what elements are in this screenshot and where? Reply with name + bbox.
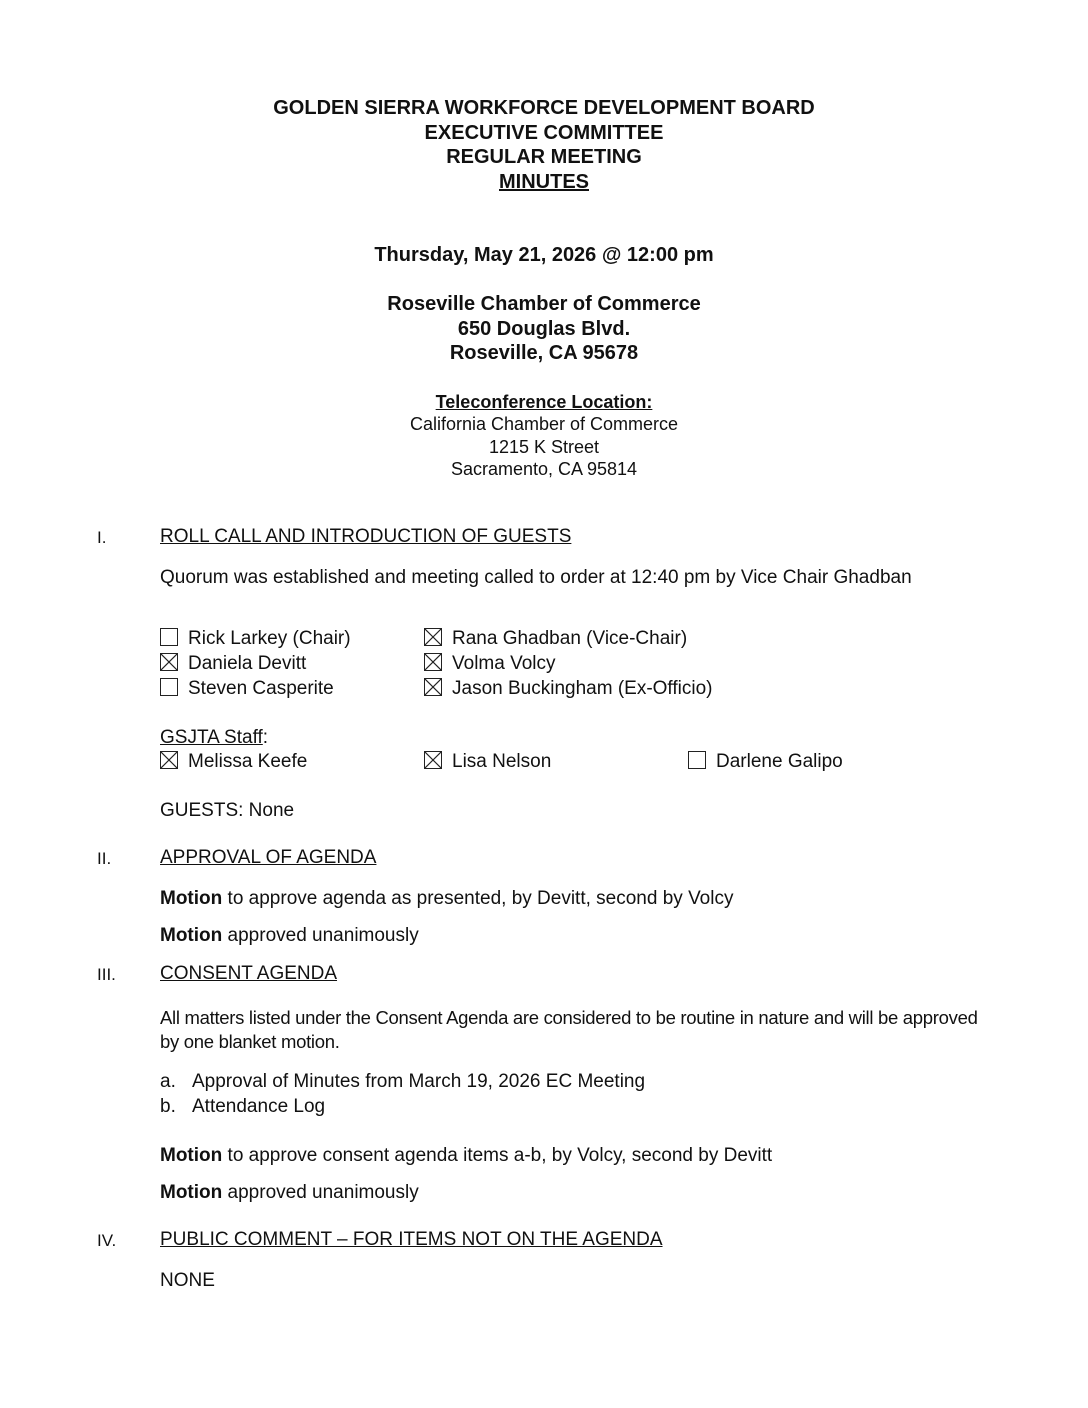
staff-name: Darlene Galipo xyxy=(716,751,843,772)
motion-label: Motion xyxy=(160,1182,223,1203)
staff-label-colon: : xyxy=(262,727,269,748)
list-item-text: Approval of Minutes from March 19, 2026 EC Meeting xyxy=(192,1071,646,1092)
list-item-text: Attendance Log xyxy=(192,1096,326,1117)
teleconference-label: Teleconference Location: xyxy=(435,392,653,412)
motion-label: Motion xyxy=(160,1145,223,1166)
unchecked-box-icon[interactable] xyxy=(160,628,178,646)
staff-label: GSJTA Staff xyxy=(160,727,263,748)
quorum-statement: Quorum was established and meeting called to order at 12:40 pm by Vice Chair Ghadban xyxy=(160,567,912,588)
motion-label: Motion xyxy=(160,888,223,909)
location-line3: Roseville, CA 95678 xyxy=(449,342,639,364)
unchecked-box-icon[interactable] xyxy=(688,751,706,769)
section-number: IV. xyxy=(97,1231,117,1250)
location-line2: 650 Douglas Blvd. xyxy=(457,318,631,340)
staff-name: Lisa Nelson xyxy=(452,751,552,772)
motion-result-line xyxy=(160,925,419,947)
section-title-approval-of-agenda: APPROVAL OF AGENDA xyxy=(160,847,377,868)
member-name: Steven Casperite xyxy=(188,678,334,699)
section-title-public-comment: PUBLIC COMMENT – FOR ITEMS NOT ON THE AGENDA xyxy=(160,1229,663,1250)
teleconference-line3: Sacramento, CA 95814 xyxy=(450,459,638,479)
teleconference-line1: California Chamber of Commerce xyxy=(409,414,679,434)
member-checkbox-row xyxy=(424,653,556,675)
staff-heading xyxy=(160,727,268,749)
section-number: II. xyxy=(97,849,112,868)
motion-line xyxy=(160,1145,772,1167)
motion-text: to approve agenda as presented, by Devitt, second by Volcy xyxy=(222,888,734,909)
checked-box-icon[interactable] xyxy=(424,628,442,646)
doc-title-line4: MINUTES xyxy=(499,171,589,193)
member-checkbox-row xyxy=(424,628,687,650)
list-item-letter: a. xyxy=(160,1071,176,1092)
motion-line xyxy=(160,888,733,910)
teleconference-line2: 1215 K Street xyxy=(488,437,600,457)
motion-label: Motion xyxy=(160,925,223,946)
member-name: Daniela Devitt xyxy=(188,653,307,674)
motion-result-text: approved unanimously xyxy=(222,1182,419,1203)
member-checkbox-row xyxy=(160,628,351,650)
checked-box-icon[interactable] xyxy=(424,653,442,671)
member-checkbox-row xyxy=(160,678,334,700)
doc-title-line3: REGULAR MEETING xyxy=(446,146,642,168)
consent-agenda-description: All matters listed under the Consent Agenda are considered to be routine in nature and will be approved by one blanket motion. xyxy=(160,1007,978,1052)
meeting-datetime: Thursday, May 21, 2026 @ 12:00 pm xyxy=(374,244,714,266)
guests-line: GUESTS: None xyxy=(160,800,295,821)
checked-box-icon[interactable] xyxy=(160,751,178,769)
member-name: Rana Ghadban (Vice-Chair) xyxy=(452,628,688,649)
list-item-letter: b. xyxy=(160,1096,176,1117)
unchecked-box-icon[interactable] xyxy=(160,678,178,696)
location-line1: Roseville Chamber of Commerce xyxy=(387,293,701,315)
checked-box-icon[interactable] xyxy=(160,653,178,671)
motion-result-text: approved unanimously xyxy=(222,925,419,946)
doc-title-line1: GOLDEN SIERRA WORKFORCE DEVELOPMENT BOARD xyxy=(273,97,815,119)
checked-box-icon[interactable] xyxy=(424,751,442,769)
section-title-roll-call: ROLL CALL AND INTRODUCTION OF GUESTS xyxy=(160,526,572,547)
section-number: I. xyxy=(97,528,107,547)
checked-box-icon[interactable] xyxy=(424,678,442,696)
member-checkbox-row xyxy=(160,653,306,675)
staff-checkbox-row xyxy=(688,751,843,773)
section-title-consent-agenda: CONSENT AGENDA xyxy=(160,963,338,984)
member-checkbox-row xyxy=(424,678,712,700)
staff-name: Melissa Keefe xyxy=(188,751,308,772)
section-number: III. xyxy=(97,965,116,984)
staff-checkbox-row xyxy=(424,751,551,773)
motion-text: to approve consent agenda items a-b, by Volcy, second by Devitt xyxy=(222,1145,773,1166)
member-name: Volma Volcy xyxy=(452,653,556,674)
list-item xyxy=(160,1071,645,1093)
public-comment-body: NONE xyxy=(160,1270,215,1291)
staff-checkbox-row xyxy=(160,751,307,773)
list-item xyxy=(160,1096,325,1118)
motion-result-line xyxy=(160,1182,419,1204)
member-name: Jason Buckingham (Ex-Officio) xyxy=(452,678,713,699)
doc-title-line2: EXECUTIVE COMMITTEE xyxy=(424,122,664,144)
member-name: Rick Larkey (Chair) xyxy=(188,628,351,649)
